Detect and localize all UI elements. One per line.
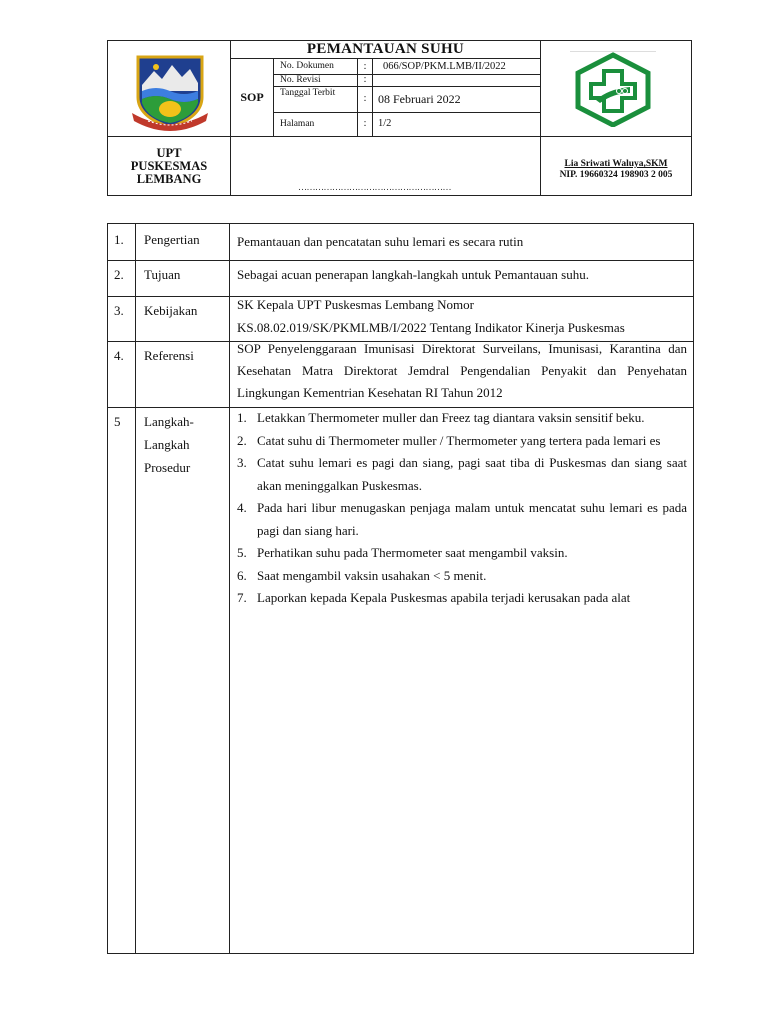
meta-colon: : [363, 74, 367, 85]
step-number: 7. [237, 590, 247, 605]
header-divider [273, 86, 540, 87]
sop-label: SOP [240, 89, 264, 104]
row-content-pengertian: Pemantauan dan pencatatan suhu lemari es secara rutin [237, 234, 524, 249]
organization-name [108, 137, 230, 195]
meta-colon: : [363, 93, 367, 104]
row-label-kebijakan: Kebijakan [144, 303, 198, 318]
row-number: 3. [114, 303, 124, 318]
row-number: 2. [114, 267, 124, 282]
procedure-steps [237, 407, 687, 610]
table-divider [229, 224, 230, 953]
label-line: Prosedur [144, 460, 191, 475]
header-divider [230, 58, 540, 59]
procedure-step [237, 497, 687, 542]
step-text: Letakkan Thermometer muller dan Freez tag diantara vaksin sensitif beku. [257, 410, 645, 425]
meta-value-doc-number: 066/SOP/PKM.LMB/II/2022 [383, 61, 506, 72]
table-divider [135, 224, 136, 953]
signer-block [541, 159, 691, 181]
meta-label-page: Halaman [280, 119, 315, 129]
meta-label-revision: No. Revisi [280, 75, 321, 85]
label-line: Langkah- [144, 414, 194, 429]
west-bandung-regency-emblem-icon [126, 51, 214, 131]
step-number: 2. [237, 432, 247, 448]
procedure-step [237, 542, 687, 565]
content-line: SK Kepala UPT Puskesmas Lembang Nomor [237, 297, 474, 312]
step-number: 4. [237, 500, 247, 515]
procedure-step [237, 430, 687, 453]
header-divider [273, 112, 540, 113]
procedure-step [237, 452, 687, 497]
org-line: UPT [156, 145, 182, 160]
step-number: 3. [237, 455, 247, 470]
step-text: Catat suhu lemari es pagi dan siang, pagi saat tiba di Puskesmas dan siang saat akan meninggalkan Puskesmas. [257, 455, 687, 493]
puskesmas-logo-icon [570, 51, 656, 127]
procedure-step [237, 587, 687, 610]
step-text: Laporkan kepada Kepala Puskesmas apabila terjadi kerusakan pada alat [257, 590, 631, 605]
label-line: Langkah [144, 437, 190, 452]
procedure-step [237, 407, 687, 430]
document-header [107, 40, 692, 196]
step-text: Perhatikan suhu pada Thermometer saat mengambil vaksin. [257, 545, 568, 560]
procedure-step [237, 565, 687, 588]
sop-table [107, 223, 694, 954]
row-label-tujuan: Tujuan [144, 267, 181, 282]
meta-colon: : [363, 118, 367, 129]
signer-nip: NIP. 19660324 198903 2 005 [559, 170, 673, 180]
table-divider [108, 260, 693, 261]
row-content-kebijakan [237, 293, 687, 339]
document-title: PEMANTAUAN SUHU [306, 41, 465, 57]
header-divider [273, 58, 274, 136]
meta-colon: : [363, 61, 367, 72]
header-divider [372, 58, 373, 136]
meta-value-issue-date: 08 Februari 2022 [378, 92, 461, 106]
row-number: 1. [114, 232, 124, 247]
org-line: LEMBANG [136, 171, 202, 186]
row-number: 4. [114, 348, 124, 363]
row-label-prosedur [144, 410, 230, 479]
meta-label-doc-number: No. Dokumen [280, 61, 334, 71]
signature-line: ……………………………………………… [298, 182, 451, 192]
row-content-referensi: SOP Penyelenggaraan Imunisasi Direktorat Surveilans, Imunisasi, Karantina dan Kesehatan Matra Direktorat Jemdral Pengendalian Penyakit dan Penyehatan Lingkungan Kementrian Kesehatan RI Tahun 2012 [237, 341, 687, 400]
signer-name: Lia Sriwati Waluya,SKM [564, 159, 668, 169]
step-number: 6. [237, 567, 247, 583]
org-line: PUSKESMAS [130, 158, 208, 173]
row-label-pengertian: Pengertian [144, 232, 200, 247]
meta-value-page: 1/2 [378, 118, 392, 129]
step-number: 5. [237, 545, 247, 560]
meta-label-issue-date: Tanggal Terbit [280, 88, 336, 98]
step-text: Catat suhu di Thermometer muller / Thermometer yang tertera pada lemari es [257, 432, 661, 448]
content-line: KS.08.02.019/SK/PKMLMB/I/2022 Tentang Indikator Kinerja Puskesmas [237, 320, 625, 335]
step-text: Saat mengambil vaksin usahakan < 5 menit. [257, 567, 487, 583]
row-number: 5 [114, 414, 121, 429]
row-label-referensi: Referensi [144, 348, 194, 363]
step-text: Pada hari libur menugaskan penjaga malam untuk mencatat suhu lemari es pada pagi dan siang hari. [257, 500, 687, 538]
step-number: 1. [237, 410, 247, 425]
row-content-tujuan: Sebagai acuan penerapan langkah-langkah untuk Pemantauan suhu. [237, 267, 589, 282]
